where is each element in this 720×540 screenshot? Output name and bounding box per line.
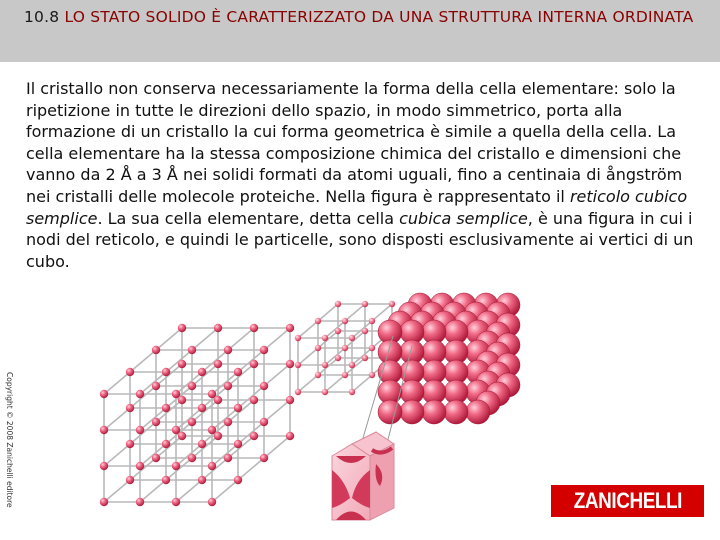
lattice-bond	[176, 444, 202, 466]
lattice-atom	[286, 432, 294, 440]
lattice-atom	[286, 360, 294, 368]
lattice-bond	[156, 436, 182, 458]
packed-sphere	[444, 400, 468, 424]
lattice-atom	[250, 324, 258, 332]
section-title: LO STATO SOLIDO È CARATTERIZZATO DA UNA STRUTTURA INTERNA ORDINATA	[64, 8, 694, 26]
lattice-bond	[192, 436, 218, 458]
lattice-bond	[325, 375, 345, 392]
lattice-bond	[238, 422, 264, 444]
lattice-bond	[130, 458, 156, 480]
lattice-atom	[198, 476, 206, 484]
lattice-atom	[162, 440, 170, 448]
lattice-atom	[152, 454, 160, 462]
lattice-atom	[188, 346, 196, 354]
lattice-bond	[345, 358, 365, 375]
lattice-atom	[172, 426, 180, 434]
lattice-atom	[295, 362, 301, 368]
lattice-atom	[335, 301, 341, 307]
packed-sphere	[378, 400, 402, 424]
lattice-bond	[264, 400, 290, 422]
body-part-2: . La sua cella elementare, detta cella	[97, 208, 400, 228]
lattice-bond	[318, 358, 338, 375]
packed-sphere	[400, 400, 424, 424]
lattice-atom	[315, 372, 321, 378]
lattice-atom	[362, 328, 368, 334]
lattice-bond	[156, 364, 182, 386]
lattice-bond	[192, 364, 218, 386]
lattice-atom	[260, 418, 268, 426]
lattice-bond	[202, 422, 228, 444]
lattice-bond	[104, 480, 130, 502]
lattice-atom	[100, 498, 108, 506]
lattice-atom	[286, 396, 294, 404]
lattice-atom	[208, 498, 216, 506]
lattice-atom	[152, 382, 160, 390]
lattice-atom	[224, 382, 232, 390]
copyright-text: Copyright © 2008 Zanichelli editore	[5, 372, 14, 508]
lattice-atom	[362, 355, 368, 361]
lattice-atom	[136, 390, 144, 398]
lattice-atom	[342, 345, 348, 351]
lattice-atom	[369, 318, 375, 324]
lattice-bond	[140, 444, 166, 466]
lattice-atom	[322, 335, 328, 341]
lattice-bond	[104, 444, 130, 466]
lattice-atom	[208, 426, 216, 434]
lattice-bond	[212, 444, 238, 466]
lattice-atom	[208, 462, 216, 470]
lattice-bond	[318, 304, 338, 321]
lattice-atom	[234, 368, 242, 376]
lattice-atom	[172, 462, 180, 470]
lattice-bond	[264, 364, 290, 386]
lattice-atom	[136, 426, 144, 434]
lattice-atom	[342, 318, 348, 324]
lattice-bond	[192, 400, 218, 422]
lattice-atom	[214, 396, 222, 404]
lattice-atom	[322, 362, 328, 368]
lattice-atom	[100, 426, 108, 434]
lattice-atom	[335, 355, 341, 361]
lattice-bond	[130, 350, 156, 372]
lattice-atom	[260, 454, 268, 462]
lattice-atom	[100, 390, 108, 398]
lattice-bond	[228, 436, 254, 458]
lattice-atom	[369, 372, 375, 378]
lattice-bond	[352, 375, 372, 392]
lattice-atom	[100, 462, 108, 470]
lattice-atom	[362, 301, 368, 307]
lattice-atom	[234, 476, 242, 484]
lattice-atom	[198, 404, 206, 412]
lattice-atom	[224, 418, 232, 426]
lattice-bond	[176, 480, 202, 502]
lattice-atom	[162, 368, 170, 376]
lattice-bond	[298, 321, 318, 338]
lattice-atom	[315, 318, 321, 324]
lattice-atom	[260, 382, 268, 390]
lattice-atom	[214, 432, 222, 440]
lattice-bond	[166, 422, 192, 444]
lattice-bond	[238, 386, 264, 408]
lattice-atom	[208, 390, 216, 398]
body-part-3: , è una figura in cui i nodi del reticolo, e quindi le particelle, sono disposti esclusivamente ai vertici di un cubo.	[26, 208, 694, 271]
lattice-bond	[202, 386, 228, 408]
term-cubica: cubica semplice	[399, 208, 528, 228]
lattice-bond	[238, 458, 264, 480]
lattice-atom	[198, 368, 206, 376]
lattice-bond	[104, 372, 130, 394]
lattice-bond	[140, 408, 166, 430]
lattice-bond	[104, 408, 130, 430]
lattice-bond	[166, 386, 192, 408]
packed-sphere	[466, 400, 490, 424]
lattice-bond	[352, 321, 372, 338]
lattice-bond	[130, 386, 156, 408]
lattice-atom	[322, 389, 328, 395]
lattice-atom	[369, 345, 375, 351]
lattice-bond	[228, 364, 254, 386]
lattice-atom	[136, 498, 144, 506]
lattice-atom	[178, 360, 186, 368]
lattice-bond	[212, 372, 238, 394]
lattice-bond	[298, 348, 318, 365]
lattice-bond	[130, 422, 156, 444]
term-reticolo: reticolo cubico semplice	[26, 186, 688, 228]
lattice-atom	[234, 440, 242, 448]
lattice-atom	[188, 454, 196, 462]
lattice-bond	[228, 400, 254, 422]
lattice-atom	[188, 418, 196, 426]
lattice-atom	[172, 390, 180, 398]
lattice-atom	[178, 396, 186, 404]
lattice-bond	[264, 436, 290, 458]
lattice-atom	[136, 462, 144, 470]
lattice-atom	[224, 346, 232, 354]
lattice-atom	[234, 404, 242, 412]
lattice-atom	[349, 389, 355, 395]
lattice-atom	[214, 360, 222, 368]
lattice-bond	[156, 400, 182, 422]
lattice-bond	[325, 348, 345, 365]
zanichelli-logo	[551, 485, 704, 517]
lattice-atom	[172, 498, 180, 506]
lattice-bond	[345, 331, 365, 348]
lattice-bond	[238, 350, 264, 372]
lattice-bond	[212, 480, 238, 502]
large-lattice-diagram	[100, 324, 294, 506]
lattice-bond	[345, 304, 365, 321]
lattice-atom	[295, 389, 301, 395]
lattice-atom	[126, 476, 134, 484]
lattice-atom	[198, 440, 206, 448]
lattice-bond	[140, 480, 166, 502]
lattice-bond	[264, 328, 290, 350]
lattice-atom	[152, 418, 160, 426]
lattice-bond	[325, 321, 345, 338]
lattice-atom	[315, 345, 321, 351]
lattice-bond	[176, 372, 202, 394]
lattice-bond	[176, 408, 202, 430]
lattice-bond	[192, 328, 218, 350]
lattice-atom	[214, 324, 222, 332]
lattice-bond	[298, 375, 318, 392]
lattice-bond	[166, 350, 192, 372]
lattice-bond	[202, 350, 228, 372]
lattice-bond	[166, 458, 192, 480]
lattice-atom	[126, 368, 134, 376]
lattice-atom	[178, 324, 186, 332]
lattice-atom	[260, 346, 268, 354]
lattice-atom	[250, 360, 258, 368]
lattice-bond	[318, 331, 338, 348]
packed-spheres-diagram	[378, 293, 520, 424]
lattice-bond	[212, 408, 238, 430]
lattice-atom	[162, 404, 170, 412]
lattice-atom	[162, 476, 170, 484]
cell-right-face	[370, 444, 394, 520]
section-number: 10.8	[24, 8, 60, 26]
lattice-bond	[156, 328, 182, 350]
lattice-atom	[126, 404, 134, 412]
packed-sphere	[422, 400, 446, 424]
lattice-atom	[335, 328, 341, 334]
lattice-atom	[349, 335, 355, 341]
lattice-atom	[250, 396, 258, 404]
logo-text: ZANICHELLI	[573, 488, 682, 513]
lattice-bond	[202, 458, 228, 480]
lattice-atom	[349, 362, 355, 368]
lattice-atom	[286, 324, 294, 332]
lattice-atom	[178, 432, 186, 440]
lattice-atom	[152, 346, 160, 354]
lattice-atom	[342, 372, 348, 378]
lattice-atom	[188, 382, 196, 390]
lattice-atom	[389, 301, 395, 307]
lattice-bond	[228, 328, 254, 350]
lattice-atom	[224, 454, 232, 462]
body-part-1: Il cristallo non conserva necessariamente la forma della cella elementare: solo la ripetizione in tutte le direzioni dello spazio, in modo simmetrico, porta alla formazione di un cristallo la cui forma geometrica è simile a quella della cella. La cella elementare ha la stessa composizione chimica del cristallo e dimensioni che vanno da 2 Å a 3 Å nei solidi formati da atomi uguali, fino a centinaia di ångström nei cristalli delle molecole proteiche. Nella figura è rappresentato il	[26, 79, 683, 206]
lattice-bond	[352, 348, 372, 365]
lattice-atom	[250, 432, 258, 440]
lattice-atom	[126, 440, 134, 448]
lattice-bond	[140, 372, 166, 394]
lattice-atom	[295, 335, 301, 341]
